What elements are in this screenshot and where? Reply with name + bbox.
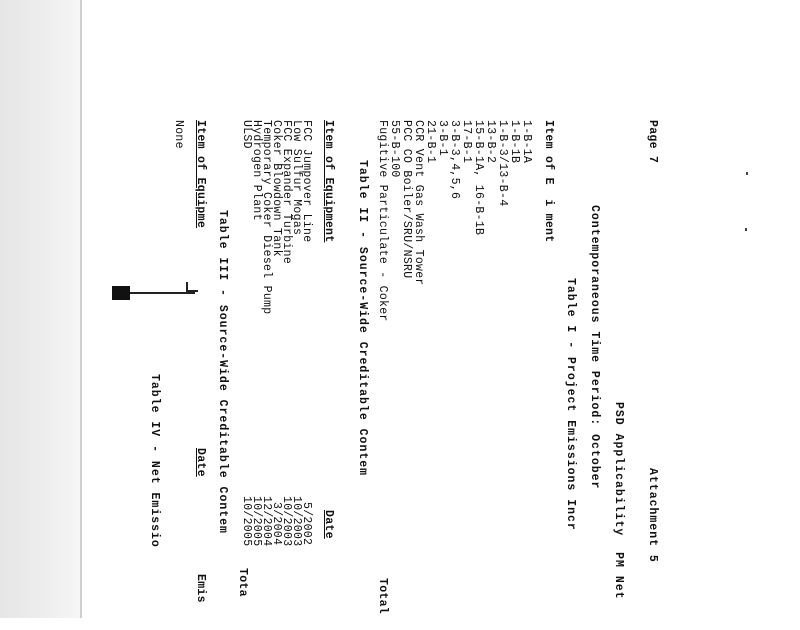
table1-item: PCC CO Boiler/SRU/NSRU [400, 120, 413, 279]
table2-row-item: Hydrogen Plant [250, 120, 263, 221]
scan-stray-line [130, 292, 195, 294]
table2-row-item: ULSD [240, 120, 253, 149]
table1-item: 1-B-1B [508, 120, 521, 164]
table2-row-date: 5/2002 [300, 502, 313, 546]
table3-title: Table III - Source-Wide Creditable Contem [216, 210, 229, 534]
table3-item-header: Item of Equipme [194, 120, 207, 229]
table1-item: 13-B-2 [484, 120, 497, 164]
table2-row-date: 10/2003 [280, 496, 293, 547]
table2-date-header: Date [322, 510, 335, 539]
table1-item: 3-B-3,4,5,6 [448, 120, 461, 200]
header-time-period: Contemporaneous Time Period: October [588, 205, 601, 490]
table1-item: 21-B-1 [424, 120, 437, 164]
table2-row-item: Coker Blowdown Tank [270, 120, 283, 257]
table1-item: 17-B-1 [460, 120, 473, 164]
table2-row-date: 10/2003 [290, 496, 303, 547]
table3-row-item: None [172, 120, 185, 149]
table1-item: CCR Vent Gas Wash Tower [412, 120, 425, 286]
scan-edge-line [80, 0, 82, 618]
table3-date-header: Date [194, 448, 207, 477]
table2-row-date: 10/2005 [250, 496, 263, 547]
table2-title: Table II - Source-Wide Creditable Contem [356, 160, 369, 477]
header-applicability: PSD Applicability PM Net [612, 402, 625, 600]
page-number: Page 7 [646, 120, 659, 164]
rotated-document-page [148, 110, 668, 630]
scan-blot-mark [112, 286, 130, 300]
table1-item: 3-B-1 [436, 120, 449, 157]
table1-total-label: Total [376, 578, 389, 615]
table1-item: 1-B-3/13-B-4 [496, 120, 509, 207]
table4-title: Table IV - Net Emissio [148, 374, 161, 548]
table2-row-item: FCC Jumpover Line [300, 120, 313, 243]
scan-speck [745, 228, 747, 231]
table2-row-item: Low Sulfur Mogas [290, 120, 303, 236]
table1-title: Table I - Project Emissions Incr [564, 278, 577, 531]
table1-item: 1-B-1A [520, 120, 533, 164]
table1-item: 15-B-1A, 16-B-1B [472, 120, 485, 236]
table2-item-header: Item of Equipment [322, 120, 335, 243]
table1-item: Fugitive Particulate - Coker [376, 120, 389, 322]
scan-speck [746, 172, 748, 175]
attachment-label: Attachment 5 [646, 468, 659, 563]
table3-emissions-header: Emis [194, 574, 207, 603]
scan-bracket-mark [186, 282, 198, 292]
table2-row-item: Temporary Coker Diesel Pump [260, 120, 273, 315]
table2-row-date: 3/2004 [270, 502, 283, 546]
table2-total-label: Tota [236, 568, 249, 597]
table2-row-item: FCC Expander Turbine [280, 120, 293, 265]
table2-row-date: 12/2004 [260, 496, 273, 547]
table1-column-header: Item of E i ment [542, 120, 555, 243]
table1-item: 55-B-100 [388, 120, 401, 178]
table2-row-date: 10/2005 [240, 496, 253, 547]
scan-margin [0, 0, 80, 618]
